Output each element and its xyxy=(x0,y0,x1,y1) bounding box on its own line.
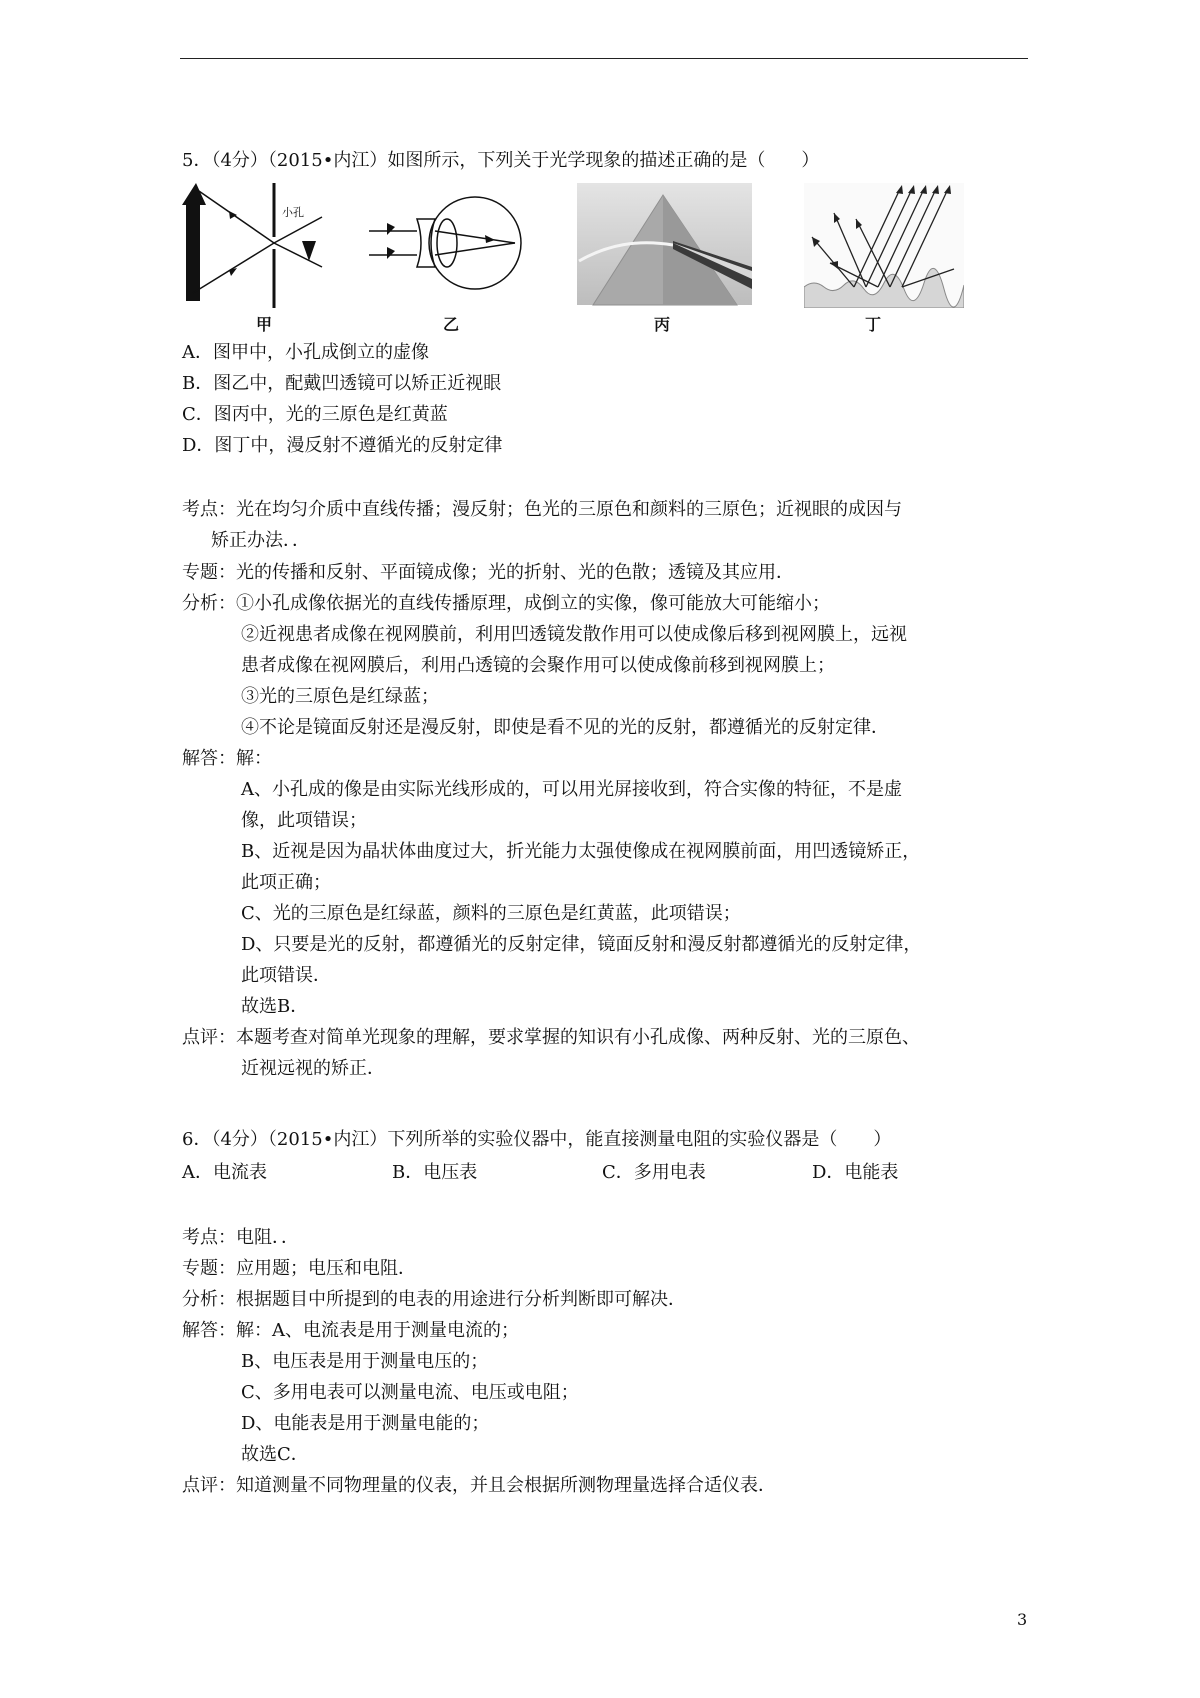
q5-jieda-3: B、近视是因为晶状体曲度过大，折光能力太强使像成在视网膜前面，用凹透镜矫正， xyxy=(241,841,921,862)
fig-label-jia: 甲 xyxy=(256,315,273,334)
q5-fenxi-5: ④不论是镜面反射还是漫反射，即使是看不见的光的反射，都遵循光的反射定律． xyxy=(241,717,889,738)
q5-fenxi-4: ③光的三原色是红绿蓝； xyxy=(241,686,439,707)
header-rule xyxy=(180,58,1028,59)
q5-jieda-2: 像，此项错误； xyxy=(241,810,367,831)
q5-jieda-5: C、光的三原色是红绿蓝，颜料的三原色是红黄蓝，此项错误； xyxy=(241,903,741,924)
q6-fenxi: 分析：根据题目中所提到的电表的用途进行分析判断即可解决． xyxy=(182,1289,686,1310)
crystalline-lens xyxy=(437,219,457,267)
q5-dianping-2: 近视远视的矫正． xyxy=(241,1058,385,1079)
q5-jieda-head: 解答：解： xyxy=(182,748,272,769)
q6-option-c: C．多用电表 xyxy=(602,1162,706,1183)
object-arrow xyxy=(182,183,206,301)
q6-stem: 6．（4分）（2015•内江）下列所举的实验仪器中，能直接测量电阻的实验仪器是（ ） xyxy=(182,1129,892,1150)
q5-jieda-6: D、只要是光的反射，都遵循光的反射定律，镜面反射和漫反射都遵循光的反射定律， xyxy=(241,934,922,955)
figure-ding-diffuse-reflection xyxy=(804,183,964,308)
q6-zhuanti: 专题：应用题；电压和电阻． xyxy=(182,1258,416,1279)
q6-option-b: B．电压表 xyxy=(392,1162,478,1183)
q5-jieda-4: 此项正确； xyxy=(241,872,331,893)
q5-option-d: D．图丁中，漫反射不遵循光的反射定律 xyxy=(182,435,503,456)
q6-jieda-1: 解答：解：A、电流表是用于测量电流的； xyxy=(182,1320,519,1341)
q5-option-c: C．图丙中，光的三原色是红黄蓝 xyxy=(182,404,448,425)
q5-fenxi-3: 患者成像在视网膜后，利用凸透镜的会聚作用可以使成像前移到视网膜上； xyxy=(241,655,835,676)
figure-bing-prism xyxy=(577,183,752,308)
q6-jieda-2: B、电压表是用于测量电压的； xyxy=(241,1351,489,1372)
q6-dianping: 点评：知道测量不同物理量的仪表，并且会根据所测物理量选择合适仪表． xyxy=(182,1475,776,1496)
q5-jieda-8: 故选B． xyxy=(241,996,309,1017)
page-number: 3 xyxy=(1017,1610,1028,1629)
fig-label-yi: 乙 xyxy=(443,315,460,334)
q6-jieda-3: C、多用电表可以测量电流、电压或电阻； xyxy=(241,1382,579,1403)
q5-option-b: B．图乙中，配戴凹透镜可以矫正近视眼 xyxy=(182,373,502,394)
q5-jieda-1: A、小孔成的像是由实际光线形成的，可以用光屏接收到，符合实像的特征，不是虚 xyxy=(241,779,902,800)
q6-jieda-5: 故选C． xyxy=(241,1444,309,1465)
q5-fenxi: 分析：①小孔成像依据光的直线传播原理，成倒立的实像，像可能放大可能缩小； xyxy=(182,593,830,614)
pinhole-label: 小孔 xyxy=(282,206,304,219)
q5-kaodian-cont: 矫正办法．． xyxy=(211,530,310,551)
q6-jieda-4: D、电能表是用于测量电能的； xyxy=(241,1413,490,1434)
q6-kaodian: 考点：电阻．． xyxy=(182,1227,299,1248)
q5-zhuanti: 专题：光的传播和反射、平面镜成像；光的折射、光的色散；透镜及其应用． xyxy=(182,562,794,583)
q6-option-a: A．电流表 xyxy=(182,1162,267,1183)
q5-fenxi-2: ②近视患者成像在视网膜前，利用凹透镜发散作用可以使成像后移到视网膜上，远视 xyxy=(241,624,907,645)
q5-kaodian: 考点：光在均匀介质中直线传播；漫反射；色光的三原色和颜料的三原色；近视眼的成因与 xyxy=(182,499,902,520)
fig-label-bing: 丙 xyxy=(654,315,671,334)
q5-jieda-7: 此项错误． xyxy=(241,965,331,986)
q6-option-d: D．电能表 xyxy=(812,1162,899,1183)
figure-jia-pinhole xyxy=(182,183,342,308)
q5-dianping: 点评：本题考查对简单光现象的理解，要求掌握的知识有小孔成像、两种反射、光的三原色、 xyxy=(182,1027,920,1048)
light-ray xyxy=(193,217,322,293)
figure-yi-eye-lens xyxy=(365,183,535,308)
q5-stem: 5．（4分）（2015•内江）如图所示，下列关于光学现象的描述正确的是（ ） xyxy=(182,150,820,171)
q5-option-a: A．图甲中，小孔成倒立的虚像 xyxy=(182,342,429,363)
fig-label-ding: 丁 xyxy=(865,315,882,334)
